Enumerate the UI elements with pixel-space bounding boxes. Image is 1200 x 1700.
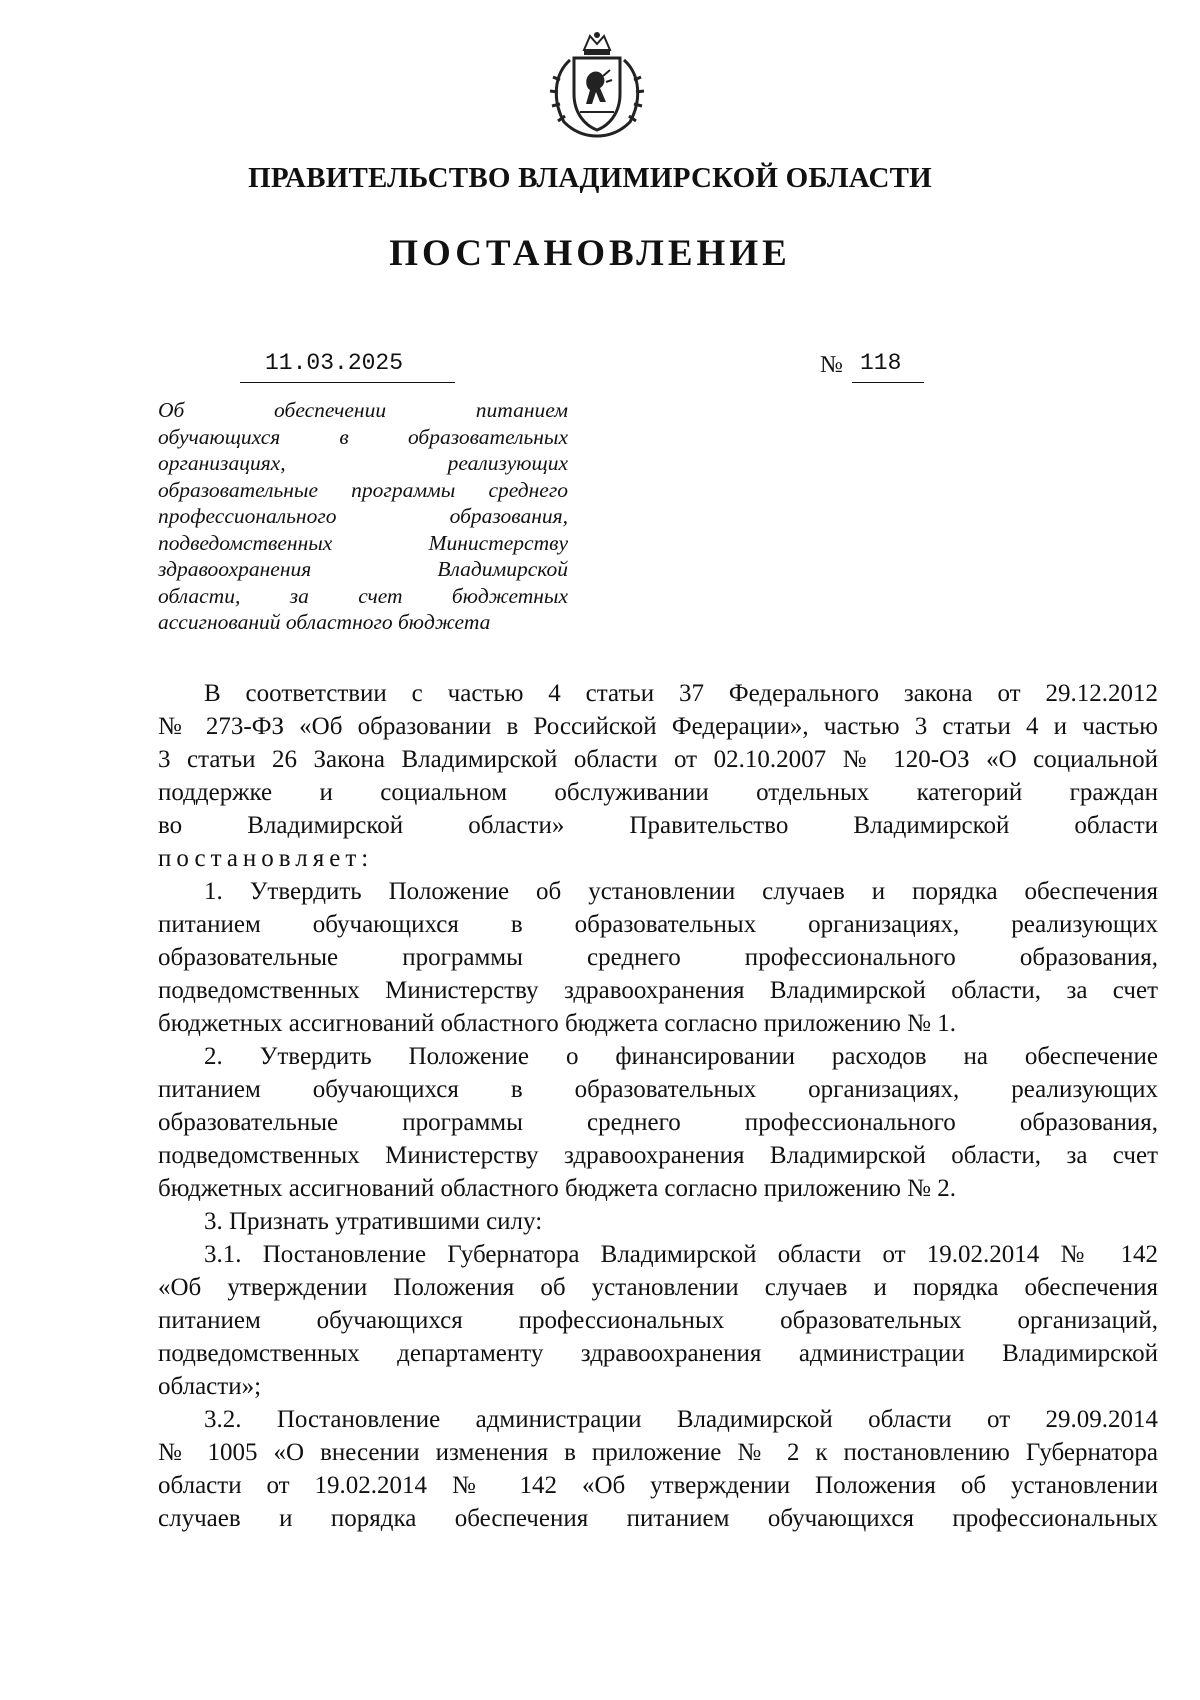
- body-line: питанием обучающихся профессиональных образовательных организаций,: [158, 1307, 1158, 1334]
- body-line: № 1005 «О внесении изменения в приложение № 2 к постановлению Губернатора: [158, 1439, 1158, 1466]
- body-line: «Об утверждении Положения об установлении случаев и порядка обеспечения: [158, 1274, 1158, 1301]
- body-line: 3.1. Постановление Губернатора Владимирской области от 19.02.2014 № 142: [204, 1241, 1158, 1268]
- body-line: 1. Утвердить Положение об установлении случаев и порядка обеспечения: [204, 878, 1158, 905]
- body-line: подведомственных департаменту здравоохранения администрации Владимирской: [158, 1340, 1158, 1367]
- coat-of-arms-icon: [540, 30, 655, 140]
- body-line: 3. Признать утратившими силу:: [204, 1208, 543, 1235]
- body-line: случаев и порядка обеспечения питанием обучающихся профессиональных: [158, 1505, 1158, 1532]
- body-line: В соответствии с частью 4 статьи 37 Федерального закона от 29.12.2012: [204, 680, 1158, 707]
- document-number: 118: [860, 350, 902, 376]
- document-date-field: [240, 350, 455, 383]
- body-line: подведомственных Министерству здравоохранения Владимирской области, за счет: [158, 977, 1158, 1004]
- subject-line: ассигнований областного бюджета: [158, 610, 491, 634]
- body-line: 3 статьи 26 Закона Владимирской области от 02.10.2007 № 120-ОЗ «О социальной: [158, 746, 1158, 773]
- document-body: [158, 677, 1158, 1535]
- body-line: 2. Утвердить Положение о финансировании расходов на обеспечение: [204, 1043, 1158, 1070]
- subject-line: профессионального образования,: [158, 504, 568, 528]
- subject-line: области, за счет бюджетных: [158, 583, 568, 608]
- body-line: питанием обучающихся в образовательных организациях, реализующих: [158, 911, 1158, 938]
- document-date: 11.03.2025: [265, 350, 404, 376]
- subject-line: обучающихся в образовательных: [158, 424, 568, 449]
- number-sign: №: [820, 352, 843, 378]
- document-type-heading: ПОСТАНОВЛЕНИЕ: [389, 233, 791, 274]
- subject-line: Об обеспечении питанием: [158, 398, 568, 422]
- document-number-field: [852, 350, 924, 383]
- body-line: образовательные программы среднего профессионального образования,: [158, 1109, 1158, 1136]
- body-line: 3.2. Постановление администрации Владимирской области от 29.09.2014: [204, 1406, 1158, 1433]
- body-line: бюджетных ассигнований областного бюджета согласно приложению № 1.: [158, 1010, 956, 1037]
- body-line: во Владимирской области» Правительство Владимирской области: [158, 812, 1158, 839]
- body-line: подведомственных Министерству здравоохранения Владимирской области, за счет: [158, 1142, 1158, 1169]
- document-subject: [158, 397, 568, 636]
- subject-line: здравоохранения Владимирской: [158, 557, 568, 581]
- body-line: постановляет:: [158, 845, 374, 872]
- body-line: питанием обучающихся в образовательных организациях, реализующих: [158, 1076, 1158, 1103]
- body-line: области от 19.02.2014 № 142 «Об утверждении Положения об установлении: [158, 1472, 1158, 1499]
- body-line: области»;: [158, 1373, 262, 1400]
- body-line: образовательные программы среднего профессионального образования,: [158, 944, 1158, 971]
- body-line: бюджетных ассигнований областного бюджета согласно приложению № 2.: [158, 1175, 956, 1202]
- body-line: поддержке и социальном обслуживании отдельных категорий граждан: [158, 779, 1158, 806]
- organization-title: ПРАВИТЕЛЬСТВО ВЛАДИМИРСКОЙ ОБЛАСТИ: [248, 162, 932, 194]
- subject-line: подведомственных Министерству: [158, 530, 568, 555]
- subject-line: образовательные программы среднего: [158, 477, 568, 502]
- subject-line: организациях, реализующих: [158, 451, 568, 475]
- body-line: № 273-ФЗ «Об образовании в Российской Федерации», частью 3 статьи 4 и частью: [158, 713, 1158, 740]
